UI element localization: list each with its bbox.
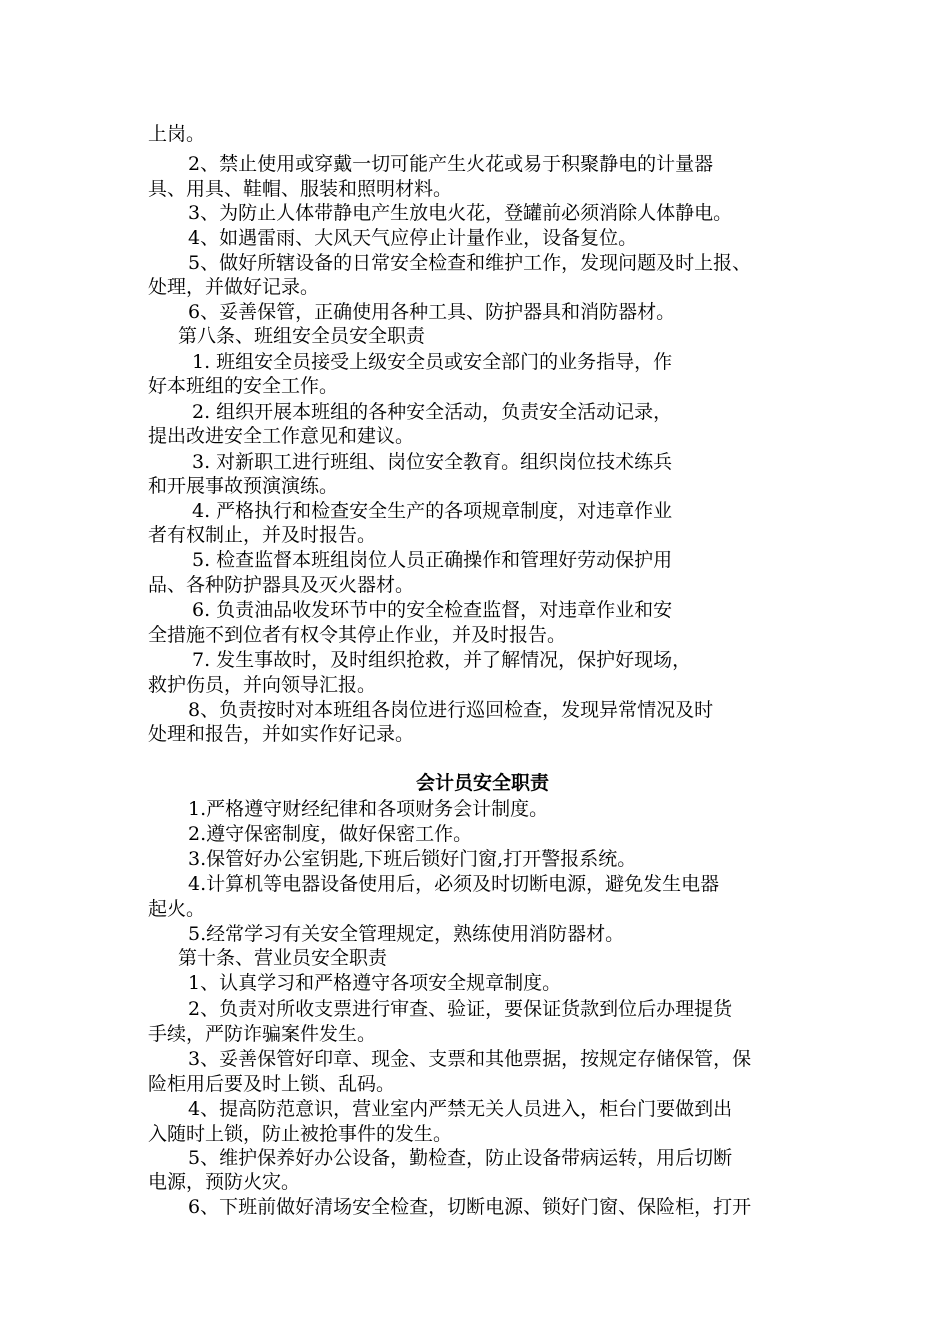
text-line: 1、认真学习和严格遵守各项安全规章制度。 [188, 972, 562, 994]
text-line: 具、用具、鞋帽、服装和照明材料。 [148, 178, 453, 200]
text-line: 2. 组织开展本班组的各种安全活动，负责安全活动记录， [192, 401, 673, 423]
text-line: 和开展事故预演演练。 [148, 475, 339, 497]
text-line: 入随时上锁，防止被抢事件的发生。 [148, 1123, 453, 1145]
text-line: 2.遵守保密制度，做好保密工作。 [188, 823, 473, 845]
text-line: 处理，并做好记录。 [148, 276, 320, 298]
text-line: 救护伤员，并向领导汇报。 [148, 674, 377, 696]
text-line: 5、做好所辖设备的日常安全检查和维护工作，发现问题及时上报、 [188, 252, 752, 274]
text-line: 2、禁止使用或穿戴一切可能产生火花或易于积聚静电的计量器 [188, 153, 714, 175]
text-line: 1.严格遵守财经纪律和各项财务会计制度。 [188, 798, 549, 820]
text-line: 3、为防止人体带静电产生放电火花，登罐前必须消除人体静电。 [188, 202, 733, 224]
text-line: 5. 检查监督本班组岗位人员正确操作和管理好劳动保护用 [192, 549, 673, 571]
text-line: 电源，预防火灾。 [148, 1171, 301, 1193]
text-line: 6、妥善保管，正确使用各种工具、防护器具和消防器材。 [188, 301, 676, 323]
text-line: 3、妥善保管好印章、现金、支票和其他票据，按规定存储保管，保 [188, 1048, 752, 1070]
text-line: 提出改进安全工作意见和建议。 [148, 425, 415, 447]
text-line: 5.经常学习有关安全管理规定，熟练使用消防器材。 [188, 923, 625, 945]
text-line: 好本班组的安全工作。 [148, 375, 339, 397]
text-line: 上岗。 [148, 123, 206, 145]
text-line: 4. 严格执行和检查安全生产的各项规章制度，对违章作业 [192, 500, 673, 522]
text-line: 品、各种防护器具及灭火器材。 [148, 574, 415, 596]
text-line: 4、如遇雷雨、大风天气应停止计量作业，设备复位。 [188, 227, 638, 249]
section-heading: 第十条、营业员安全职责 [178, 947, 388, 969]
text-line: 5、维护保养好办公设备，勤检查，防止设备带病运转，用后切断 [188, 1147, 733, 1169]
text-line: 4.计算机等电器设备使用后，必须及时切断电源，避免发生电器 [188, 873, 720, 895]
text-line: 处理和报告，并如实作好记录。 [148, 723, 415, 745]
text-line: 6. 负责油品收发环节中的安全检查监督，对违章作业和安 [192, 599, 673, 621]
text-line: 3.保管好办公室钥匙,下班后锁好门窗,打开警报系统。 [188, 848, 637, 870]
text-line: 手续，严防诈骗案件发生。 [148, 1023, 377, 1045]
text-line: 8、负责按时对本班组各岗位进行巡回检查，发现异常情况及时 [188, 699, 714, 721]
section-title: 会计员安全职责 [416, 772, 550, 794]
text-line: 1. 班组安全员接受上级安全员或安全部门的业务指导，作 [192, 351, 673, 373]
text-line: 2、负责对所收支票进行审查、验证，要保证货款到位后办理提货 [188, 998, 733, 1020]
text-line: 6、下班前做好清场安全检查，切断电源、锁好门窗、保险柜，打开 [188, 1196, 752, 1218]
section-heading: 第八条、班组安全员安全职责 [178, 325, 426, 347]
text-line: 险柜用后要及时上锁、乱码。 [148, 1073, 396, 1095]
text-line: 3. 对新职工进行班组、岗位安全教育。组织岗位技术练兵 [192, 451, 673, 473]
text-line: 者有权制止，并及时报告。 [148, 524, 377, 546]
text-line: 4、提高防范意识，营业室内严禁无关人员进入，柜台门要做到出 [188, 1098, 733, 1120]
text-line: 全措施不到位者有权令其停止作业，并及时报告。 [148, 624, 567, 646]
text-line: 起火。 [148, 898, 206, 920]
text-line: 7. 发生事故时，及时组织抢救，并了解情况，保护好现场， [192, 649, 692, 671]
